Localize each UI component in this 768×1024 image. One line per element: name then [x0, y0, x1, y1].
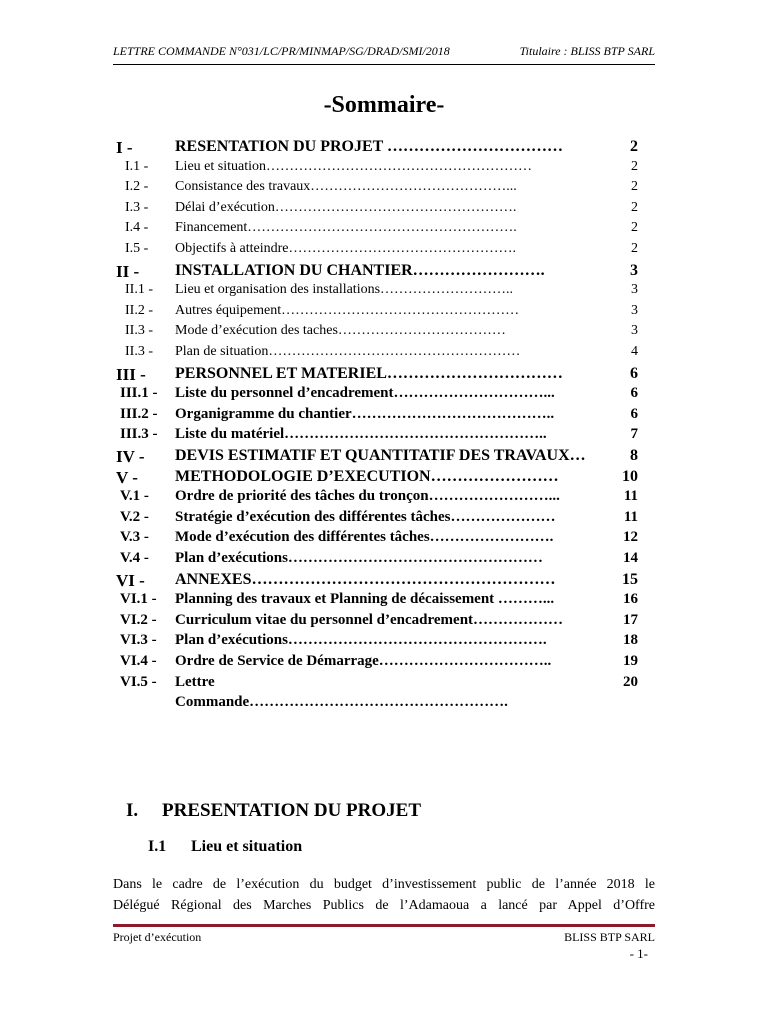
toc-entry-number: II.3 -	[125, 344, 153, 359]
toc-entry-number: III -	[116, 364, 146, 384]
toc-entry-title: Plan d’exécutions…………………………………………….	[175, 632, 547, 649]
toc-entry	[0, 179, 768, 199]
toc-entry-title: Planning des travaux et Planning de décaissement ………...	[175, 591, 555, 608]
toc-entry-title: Curriculum vitae du personnel d’encadrement………………	[175, 611, 564, 628]
toc-entry-title: Commande…………………………………………….	[175, 694, 508, 711]
section-title: PRESENTATION DU PROJET	[162, 800, 421, 821]
toc-entry-title: Ordre de priorité des tâches du tronçon……………………...	[175, 488, 560, 505]
toc-entry	[0, 488, 768, 508]
footer-project: Projet d’exécution	[113, 930, 202, 944]
toc-entry	[0, 220, 768, 240]
toc-entry-title: INSTALLATION DU CHANTIER…………………….	[175, 261, 545, 279]
header-rule	[113, 64, 655, 65]
toc-entry-title: Autres équipement……………………………………………	[175, 302, 520, 318]
toc-entry-number: V.1 -	[120, 488, 149, 505]
toc-entry-title: Mode d’exécution des différentes tâches…………………….	[175, 529, 554, 546]
toc-entry-page: 3	[631, 302, 638, 318]
section-heading	[126, 800, 421, 822]
toc-entry-number: I.2 -	[125, 179, 149, 195]
toc-entry-page: 2	[631, 241, 638, 256]
toc-entry	[0, 303, 768, 323]
toc-entry	[0, 282, 768, 302]
toc-entry-page: 17	[623, 611, 638, 628]
toc-entry-number: III.2 -	[120, 405, 158, 422]
toc-entry-title: Mode d’exécution des taches………………………………	[175, 323, 506, 339]
toc-entry-page: 8	[630, 447, 638, 464]
toc-entry-page: 19	[623, 653, 638, 669]
toc-entry-title: Plan de situation………………………………………………	[175, 344, 521, 359]
toc-entry	[0, 571, 768, 591]
toc-entry-number: VI.2 -	[120, 611, 157, 628]
toc-entry-number: V.2 -	[120, 508, 149, 525]
toc-entry-title: Lettre	[175, 673, 215, 690]
toc-entry	[0, 262, 768, 282]
toc-entry-title: Lieu et situation…………………………………………………	[175, 158, 532, 174]
toc-entry-number: VI.5 -	[120, 673, 157, 690]
toc-entry-page: 2	[631, 158, 638, 174]
toc-entry-page: 2	[630, 138, 638, 155]
toc-entry-title: METHODOLOGIE D’EXECUTION……………………	[175, 467, 559, 485]
toc-entry-number: I.4 -	[125, 220, 149, 236]
toc-entry-number: II.3 -	[125, 323, 153, 339]
toc-entry-number: I.5 -	[125, 241, 149, 256]
toc-entry	[0, 529, 768, 549]
toc-entry-title: Stratégie d’exécution des différentes tâches…………………	[175, 508, 556, 525]
header-reference: LETTRE COMMANDE N°031/LC/PR/MINMAP/SG/DRAD/SMI/2018	[113, 44, 450, 58]
toc-entry-number: IV -	[116, 447, 145, 466]
toc-entry-number: V.3 -	[120, 529, 149, 546]
toc-entry-title: Consistance des travaux……………………………………...	[175, 179, 517, 195]
toc-entry-number: V -	[116, 467, 138, 487]
toc-entry-page: 3	[630, 261, 638, 279]
toc-entry	[0, 509, 768, 529]
toc-entry-title: Objectifs à atteindre………………………………………….	[175, 241, 517, 256]
toc-entry-number: I.1 -	[125, 158, 149, 174]
toc-entry-page: 6	[630, 405, 638, 422]
toc-entry-page: 16	[623, 591, 638, 608]
toc-entry-number: III.3 -	[120, 426, 158, 443]
toc-entry	[0, 365, 768, 385]
toc-entry-page: 18	[623, 632, 638, 649]
toc-entry	[0, 591, 768, 611]
toc-entry	[0, 550, 768, 570]
toc-entry-number: I.3 -	[125, 199, 149, 215]
toc-entry-page: 6	[630, 385, 638, 402]
toc-entry-number: II.1 -	[125, 282, 153, 298]
toc-title: -Sommaire-	[323, 92, 445, 118]
toc-entry-number: I -	[116, 138, 133, 157]
toc-entry-page: 10	[622, 467, 638, 485]
toc-entry	[0, 612, 768, 632]
toc-entry	[0, 323, 768, 343]
toc-entry-page: 3	[631, 323, 638, 339]
toc-entry-number: VI -	[116, 570, 145, 590]
toc-entry	[0, 468, 768, 488]
toc-entry	[0, 241, 768, 261]
toc-entry	[0, 344, 768, 364]
toc-entry	[0, 674, 768, 694]
header-holder: Titulaire : BLISS BTP SARL	[519, 44, 655, 58]
toc-entry	[0, 406, 768, 426]
subsection-title: Lieu et situation	[191, 838, 303, 855]
toc-entry-page: 4	[631, 344, 638, 359]
toc-entry-title: DEVIS ESTIMATIF ET QUANTITATIF DES TRAVAUX…	[175, 447, 586, 464]
toc-entry-page: 2	[631, 179, 638, 195]
toc-entry-number: III.1 -	[120, 385, 158, 402]
toc-entry-page: 11	[623, 508, 638, 525]
toc-entry-number: II -	[116, 261, 140, 281]
toc-entry-page: 7	[630, 426, 638, 443]
toc-entry	[0, 200, 768, 220]
body-paragraph	[113, 874, 655, 916]
section-number: I.	[126, 800, 139, 821]
toc-entry-page: 20	[623, 673, 638, 690]
toc-entry-title: PERSONNEL ET MATERIEL……………………………	[175, 364, 563, 382]
toc-entry-page: 6	[630, 364, 638, 382]
paragraph-line: Délégué Régional des Marches Publics de l’Adamaoua a lancé par Appel d’Offre	[113, 898, 655, 913]
toc-entry-page: 2	[631, 199, 638, 215]
toc-entry	[0, 632, 768, 652]
toc-entry-title: Liste du personnel d’encadrement…………………………...	[175, 385, 555, 402]
toc-entry-number: VI.1 -	[120, 591, 157, 608]
subsection-number: I.1	[148, 838, 167, 855]
toc-entry	[0, 694, 768, 714]
toc-entry-title: Ordre de Service de Démarrage……………………………..	[175, 653, 552, 669]
toc-entry-title: RESENTATION DU PROJET ……………………………	[175, 138, 564, 155]
toc-entry-number: VI.4 -	[120, 653, 157, 669]
toc-entry	[0, 653, 768, 673]
toc-entry-page: 11	[623, 488, 638, 505]
footer-company: BLISS BTP SARL	[564, 930, 655, 944]
toc-entry	[0, 159, 768, 179]
toc-entry-number: V.4 -	[120, 550, 149, 566]
toc-entry	[0, 385, 768, 405]
toc-entry-page: 3	[631, 282, 638, 298]
toc-entry-title: Plan d’exécutions……………………………………………	[175, 550, 543, 566]
toc-entry-title: Liste du matériel……………………………………………..	[175, 426, 547, 443]
paragraph-line: Dans le cadre de l’exécution du budget d’investissement public de l’année 2018 le	[113, 877, 655, 892]
toc-entry-page: 2	[631, 220, 638, 236]
toc-entry	[0, 426, 768, 446]
toc-entry-number: II.2 -	[125, 302, 153, 318]
page-number: - 1-	[629, 946, 648, 961]
toc-entry-title: Lieu et organisation des installations………………………..	[175, 282, 514, 298]
toc-entry-title: Délai d’exécution…………………………………………….	[175, 199, 517, 215]
toc-entry-page: 15	[622, 570, 638, 588]
toc-entry-title: Organigramme du chantier…………………………………..	[175, 405, 555, 422]
toc-entry-page: 14	[623, 550, 638, 566]
toc-entry-number: VI.3 -	[120, 632, 157, 649]
toc-entry-title: ANNEXES…………………………………………………	[175, 570, 556, 588]
toc-entry	[0, 447, 768, 467]
subsection-heading	[148, 838, 302, 856]
footer-rule	[113, 924, 655, 927]
toc-entry	[0, 138, 768, 158]
toc-entry-title: Financement………………………………………………….	[175, 220, 517, 236]
toc-entry-page: 12	[623, 529, 638, 546]
